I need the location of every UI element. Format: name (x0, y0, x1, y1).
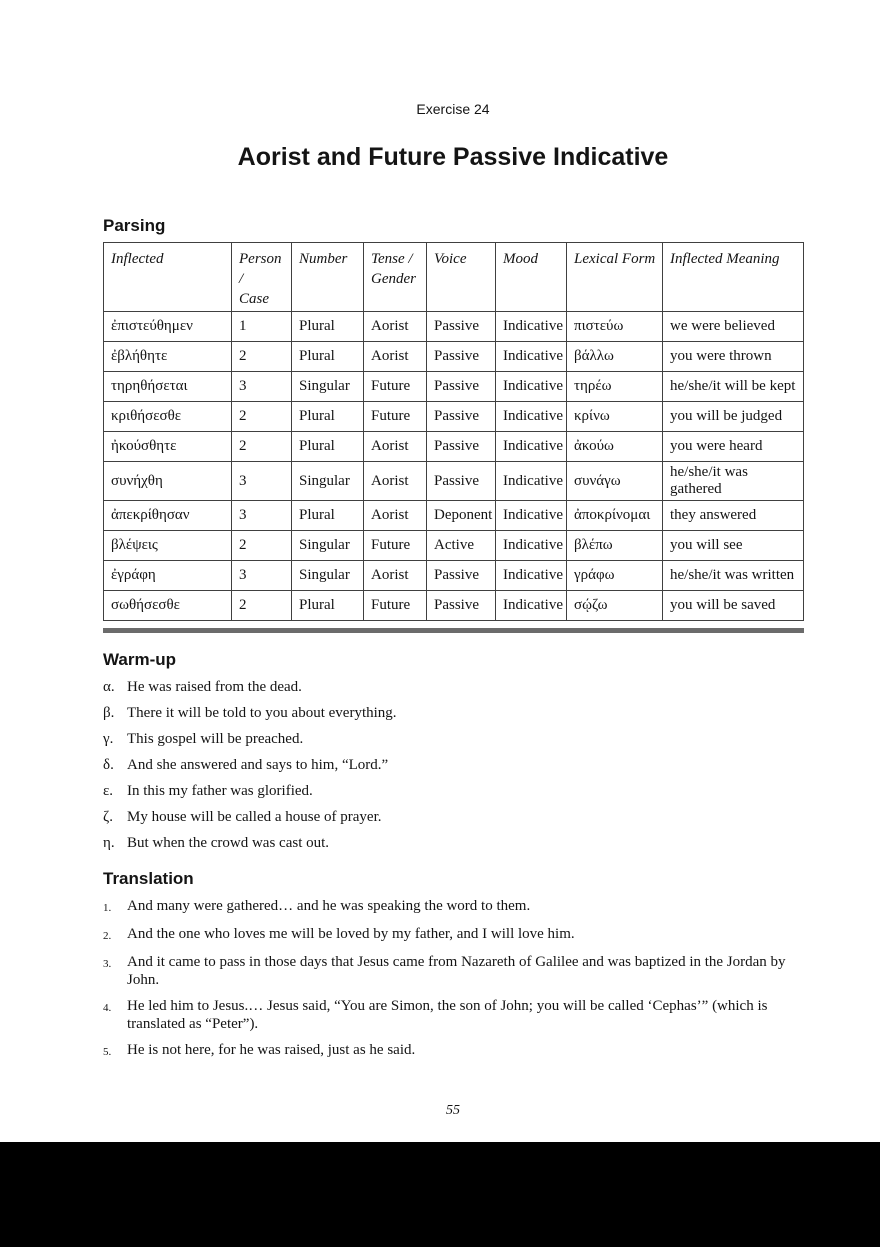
warmup-list-item (103, 704, 803, 722)
cell-mood: Indicative (496, 372, 567, 402)
translation-list-item (103, 897, 803, 917)
table-row (104, 591, 804, 621)
cell-inflected: ἀπεκρίθησαν (104, 501, 232, 531)
table-row (104, 501, 804, 531)
cell-tense-gender: Future (364, 372, 427, 402)
cell-tense-gender: Aorist (364, 342, 427, 372)
warmup-item-text: There it will be told to you about everything. (127, 705, 397, 721)
cell-tense-gender: Aorist (364, 432, 427, 462)
cell-mood: Indicative (496, 591, 567, 621)
cell-inflected: ἐπιστεύθημεν (104, 312, 232, 342)
cell-inflected-meaning: he/she/it was written (663, 561, 804, 591)
cell-inflected: ἠκούσθητε (104, 432, 232, 462)
cell-mood: Indicative (496, 432, 567, 462)
translation-list-item (103, 925, 803, 945)
cell-voice: Passive (427, 591, 496, 621)
warmup-item-marker: β. (103, 705, 115, 721)
cell-person-case: 2 (232, 531, 292, 561)
translation-section-heading: Translation (103, 869, 194, 888)
cell-lexical-form: συνάγω (567, 462, 663, 501)
translation-item-marker: 5. (103, 1046, 112, 1058)
cell-lexical-form: γράφω (567, 561, 663, 591)
translation-item-text: And the one who loves me will be loved by my father, and I will love him. (127, 926, 575, 942)
warmup-item-marker: ζ. (103, 809, 113, 825)
cell-person-case: 3 (232, 462, 292, 501)
translation-item-marker: 3. (103, 958, 112, 970)
warmup-item-text: And she answered and says to him, “Lord.” (127, 757, 389, 773)
cell-number: Singular (292, 561, 364, 591)
table-column-header: Inflected Meaning (663, 243, 804, 312)
translation-item-marker: 1. (103, 902, 112, 914)
cell-voice: Passive (427, 432, 496, 462)
cell-mood: Indicative (496, 462, 567, 501)
cell-lexical-form: ἀποκρίνομαι (567, 501, 663, 531)
cell-number: Singular (292, 531, 364, 561)
table-column-header: Number (292, 243, 364, 312)
cell-voice: Passive (427, 402, 496, 432)
cell-voice: Deponent (427, 501, 496, 531)
translation-item-marker: 4. (103, 1002, 112, 1014)
warmup-item-marker: α. (103, 679, 115, 695)
page-title: Aorist and Future Passive Indicative (237, 143, 669, 171)
table-column-header: Voice (427, 243, 496, 312)
table-column-header: Lexical Form (567, 243, 663, 312)
table-column-header: Mood (496, 243, 567, 312)
cell-lexical-form: σῴζω (567, 591, 663, 621)
translation-list-item (103, 953, 803, 989)
cell-number: Plural (292, 402, 364, 432)
translation-item-text: And it came to pass in those days that Jesus came from Nazareth of Galilee and was baptized in the Jordan by John. (127, 954, 786, 988)
cell-mood: Indicative (496, 402, 567, 432)
translation-item-text: He led him to Jesus.… Jesus said, “You are Simon, the son of John; you will be called ‘Cephas’” (which is translated as “Peter”). (127, 998, 768, 1032)
cell-number: Plural (292, 501, 364, 531)
warmup-item-text: He was raised from the dead. (127, 679, 302, 695)
warmup-list-item (103, 730, 803, 748)
table-row (104, 432, 804, 462)
cell-number: Singular (292, 462, 364, 501)
letterbox-bottom-bar (0, 1142, 880, 1247)
cell-inflected: σωθήσεσθε (104, 591, 232, 621)
cell-person-case: 2 (232, 432, 292, 462)
cell-mood: Indicative (496, 561, 567, 591)
table-column-header: Tense / Gender (364, 243, 427, 312)
page-content (103, 0, 803, 1119)
cell-inflected: τηρηθήσεται (104, 372, 232, 402)
cell-tense-gender: Aorist (364, 312, 427, 342)
warmup-item-text: In this my father was glorified. (127, 783, 313, 799)
cell-inflected-meaning: you were heard (663, 432, 804, 462)
cell-person-case: 3 (232, 501, 292, 531)
cell-person-case: 2 (232, 402, 292, 432)
cell-tense-gender: Future (364, 591, 427, 621)
cell-person-case: 3 (232, 561, 292, 591)
cell-person-case: 2 (232, 591, 292, 621)
cell-tense-gender: Aorist (364, 561, 427, 591)
cell-number: Singular (292, 372, 364, 402)
table-body (104, 312, 804, 621)
table-column-header: Inflected (104, 243, 232, 312)
cell-number: Plural (292, 432, 364, 462)
exercise-number-label: Exercise 24 (416, 101, 490, 117)
warmup-list-item (103, 756, 803, 774)
warmup-item-text: My house will be called a house of prayer. (127, 809, 382, 825)
table-row (104, 312, 804, 342)
cell-voice: Passive (427, 561, 496, 591)
warmup-list-item (103, 808, 803, 826)
table-row (104, 462, 804, 501)
cell-number: Plural (292, 342, 364, 372)
warmup-list-item (103, 834, 803, 852)
cell-mood: Indicative (496, 501, 567, 531)
warmup-section-heading: Warm-up (103, 650, 177, 669)
cell-lexical-form: ἀκούω (567, 432, 663, 462)
warmup-item-marker: ε. (103, 783, 114, 799)
page-number: 55 (446, 1103, 460, 1118)
cell-lexical-form: κρίνω (567, 402, 663, 432)
cell-lexical-form: βάλλω (567, 342, 663, 372)
warmup-item-marker: η. (103, 835, 115, 851)
cell-mood: Indicative (496, 531, 567, 561)
warmup-item-text: This gospel will be preached. (127, 731, 304, 747)
cell-inflected-meaning: we were believed (663, 312, 804, 342)
cell-number: Plural (292, 312, 364, 342)
cell-voice: Passive (427, 312, 496, 342)
table-row (104, 372, 804, 402)
cell-inflected-meaning: they answered (663, 501, 804, 531)
translation-item-text: And many were gathered… and he was speaking the word to them. (127, 898, 531, 914)
cell-inflected: κριθήσεσθε (104, 402, 232, 432)
table-bottom-rule (103, 628, 804, 633)
warmup-item-marker: δ. (103, 757, 114, 773)
translation-item-marker: 2. (103, 930, 112, 942)
table-row (104, 561, 804, 591)
cell-tense-gender: Future (364, 531, 427, 561)
warmup-item-marker: γ. (103, 731, 114, 747)
cell-inflected-meaning: he/she/it will be kept (663, 372, 804, 402)
table-column-header: Person / Case (232, 243, 292, 312)
translation-item-text: He is not here, for he was raised, just as he said. (127, 1042, 416, 1058)
cell-voice: Active (427, 531, 496, 561)
cell-inflected: ἐβλήθητε (104, 342, 232, 372)
table-row (104, 342, 804, 372)
warmup-list-item (103, 678, 803, 696)
cell-person-case: 3 (232, 372, 292, 402)
cell-voice: Passive (427, 462, 496, 501)
cell-tense-gender: Aorist (364, 501, 427, 531)
cell-inflected-meaning: you will be judged (663, 402, 804, 432)
warmup-list-item (103, 782, 803, 800)
warmup-item-text: But when the crowd was cast out. (127, 835, 330, 851)
cell-lexical-form: πιστεύω (567, 312, 663, 342)
cell-tense-gender: Aorist (364, 462, 427, 501)
translation-list (103, 897, 803, 1061)
cell-inflected: ἐγράφη (104, 561, 232, 591)
cell-inflected-meaning: he/she/it was gathered (663, 462, 804, 501)
cell-voice: Passive (427, 342, 496, 372)
table-row (104, 531, 804, 561)
cell-inflected: συνήχθη (104, 462, 232, 501)
table-row (104, 402, 804, 432)
cell-person-case: 1 (232, 312, 292, 342)
translation-list-item (103, 997, 803, 1033)
cell-voice: Passive (427, 372, 496, 402)
cell-lexical-form: βλέπω (567, 531, 663, 561)
cell-inflected-meaning: you will see (663, 531, 804, 561)
translation-list-item (103, 1041, 803, 1061)
cell-number: Plural (292, 591, 364, 621)
table-header-row (104, 243, 804, 312)
cell-inflected-meaning: you were thrown (663, 342, 804, 372)
cell-lexical-form: τηρέω (567, 372, 663, 402)
cell-inflected: βλέψεις (104, 531, 232, 561)
cell-person-case: 2 (232, 342, 292, 372)
cell-mood: Indicative (496, 342, 567, 372)
parsing-section-heading: Parsing (103, 216, 166, 235)
cell-tense-gender: Future (364, 402, 427, 432)
warmup-list (103, 678, 803, 852)
cell-inflected-meaning: you will be saved (663, 591, 804, 621)
parsing-table (103, 242, 804, 621)
cell-mood: Indicative (496, 312, 567, 342)
